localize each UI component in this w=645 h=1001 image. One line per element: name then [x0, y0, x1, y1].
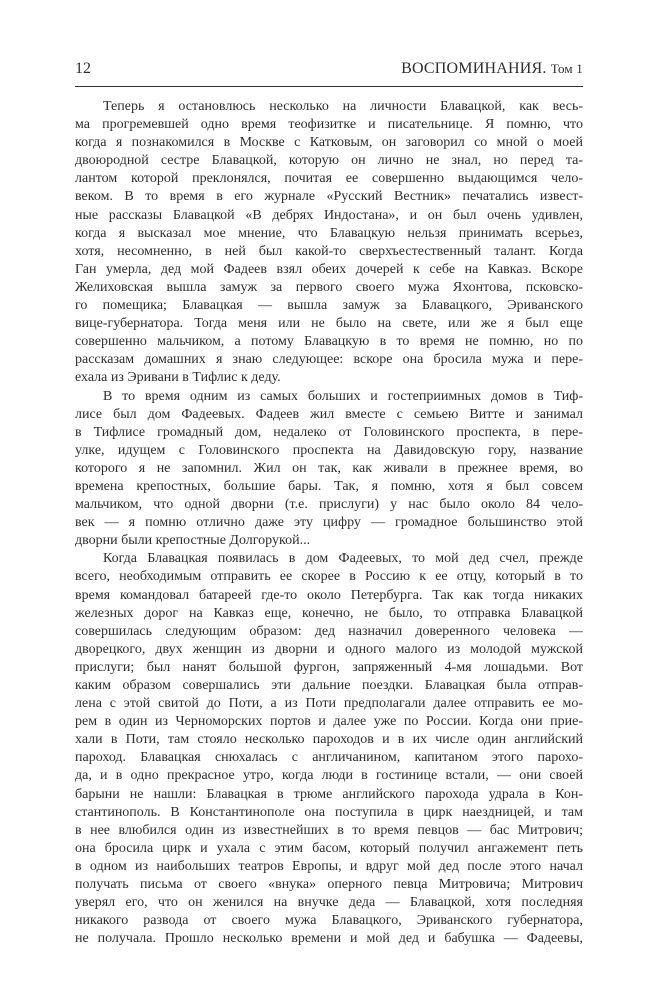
text-line: времена крепостных, большие бары. Так, я помню, хотя я был совсем — [75, 478, 583, 494]
text-line: уверял его, что он женился на внучке деда — Блавацкой, хотя последняя — [75, 895, 583, 911]
text-line: пароход. Блавацкая снюхалась с англичанином, капитаном этого парохо- — [75, 750, 583, 766]
text-line: век — я помню отлично даже эту цифру — громадное большинство этой — [75, 515, 583, 531]
text-line: дворецкого, двух женщин из дворни и одного малого из молодой мужской — [75, 641, 583, 657]
text-line: в нее влюбился один из известнейших в то время певцов — бас Митрович; — [75, 822, 583, 838]
text-line: веком. В то время в его журнале «Русский Вестник» печатались извест- — [75, 189, 583, 205]
text-line: совершилась следующим образом: дед назначил доверенного человека — — [75, 623, 583, 639]
text-line: дворни были крепостные Долгорукой... — [75, 533, 311, 549]
text-line: лисе был дом Фадеевых. Фадеев жил вместе с семьею Витте и занимал — [75, 406, 583, 422]
text-line: барыни не нашли: Блавацкая в трюме английского парохода удрала в Кон- — [75, 786, 583, 802]
text-line: мальчиком, что одной дворни (т.е. прислуги) у нас было около 84 чело- — [75, 497, 583, 513]
text-line: Теперь я остановлюсь несколько на личности Блавацкой, как весь- — [103, 99, 583, 114]
volume-label: Том 1 — [550, 61, 583, 76]
page-number: 12 — [75, 60, 91, 77]
text-line: Ган умерла, дед мой Фадеев взял обеих дочерей к себе на Кавказ. Вскоре — [75, 261, 583, 277]
text-line: го помещика; Блавацкая — вышла замуж за Блавацкого, Эриванского — [75, 298, 583, 314]
text-line: двоюродной сестре Блавацкой, которую он лично не знал, но перед та- — [75, 153, 583, 169]
text-line: ные рассказы Блавацкой «В дебрях Индостана», и он был очень удивлен, — [75, 207, 583, 223]
text-line: в одном из наибольших театров Европы, и вдруг мой дед после этого начал — [75, 858, 583, 874]
text-line: рассказам домашних я знаю следующее: вскоре она бросила мужа и пере- — [75, 352, 583, 368]
text-line: не получала. Прошло несколько времени и мой дед и бабушка — Фадеевы, — [75, 931, 583, 947]
text-line: которого я не запомнил. Жил он так, как живали в прежнее время, во — [75, 460, 583, 476]
text-line: стантинополь. В Константинополе она поступила в цирк наездницей, и там — [75, 804, 583, 820]
text-line: она бросила цирк и ухала с этим басом, который получил ангажемент петь — [75, 840, 583, 856]
text-line: прислуги; был нанят большой фургон, запряженный 4-мя лошадьми. Вот — [75, 659, 583, 675]
text-line: вице-губернатора. Тогда меня или не было на свете, или же я был еще — [75, 316, 583, 332]
text-line: В то время одним из самых больших и гостеприимных домов в Тиф- — [103, 388, 583, 404]
text-line: каким образом совершались эти дальние поездки. Блавацкая была отправ- — [75, 678, 583, 693]
text-line: рем в один из Черноморских портов и далее уже по России. Когда они прие- — [75, 714, 583, 730]
text-line: хотя, несомненно, в ней был какой-то сверхъестественный талант. Когда — [75, 243, 583, 259]
text-line: когда я познакомился в Москве с Катковым, он заговорил со мной о моей — [75, 135, 583, 151]
text-line: да, и в одно прекрасное утро, когда люди в гостинице встали, — они своей — [75, 768, 583, 784]
paragraph — [75, 388, 583, 551]
paragraph — [75, 550, 583, 948]
text-line: получать письма от своего «внука» оперного певца Митровича; Митрович — [75, 877, 583, 893]
text-line: ехала из Эривани в Тифлис к деду. — [75, 370, 281, 386]
text-line: лантом которой преклонялся, почитая ее совершенно выдающимся чело- — [75, 171, 583, 187]
paragraph — [75, 98, 583, 388]
running-title — [401, 60, 583, 78]
text-line: ма прогремевшей одно время теофизитке и писательнице. Я помню, что — [75, 117, 583, 133]
text-line: лена с этой свитой до Поти, а из Поти предполагали далее отправить ее мо- — [75, 696, 583, 712]
text-line: Когда Блавацкая появилась в дом Фадеевых, то мой дед счел, прежде — [103, 551, 583, 567]
body-text — [75, 98, 583, 948]
text-line: всего, необходимым отправить ее скорее в Россию к ее отцу, который в то — [75, 569, 583, 585]
text-line: улке, идущем с Головинского проспекта на Давидовскую гору, название — [75, 442, 583, 458]
text-line: хали в Поти, там стояло несколько пароходов и в их числе один английский — [75, 732, 583, 748]
running-header — [75, 58, 583, 87]
text-line: Желиховская вышла замуж за первого своего мужа Яхонтова, псковско- — [75, 279, 583, 295]
text-line: совершенно мальчиком, а потому Блавацкую в то время не помню, но по — [75, 334, 583, 350]
text-line: время командовал батареей где-то около Петербурга. Так как тогда никаких — [75, 587, 583, 603]
text-line: когда я высказал мое мнение, что Блавацкую нельзя принимать всерьез, — [75, 225, 583, 241]
text-line: никакого развода от своего мужа Блавацкого, Эриванского губернатора, — [75, 913, 583, 929]
book-title: ВОСПОМИНАНИЯ. — [401, 60, 547, 77]
text-line: железных дорог на Кавказ еще, конечно, не было, то отправка Блавацкой — [75, 605, 583, 621]
text-line: в Тифлисе громадный дом, недалеко от Головинского проспекта, в пере- — [75, 424, 583, 440]
